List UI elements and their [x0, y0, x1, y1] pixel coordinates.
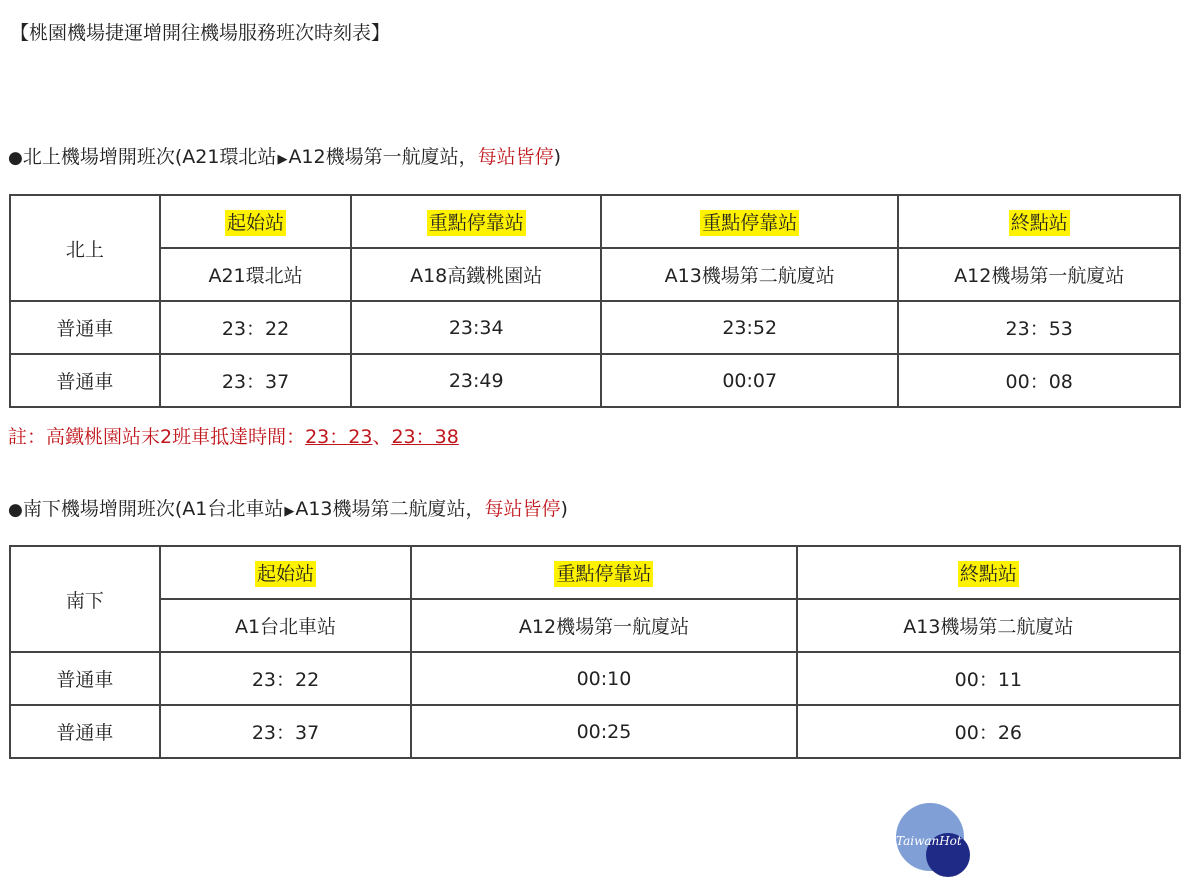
- col-header-label: 重點停靠站: [428, 212, 524, 234]
- col-header: [898, 195, 1180, 248]
- station-cell: A21環北站: [160, 248, 352, 301]
- time-cell: 23：22: [160, 652, 412, 705]
- north-timetable: [9, 194, 1181, 408]
- south-heading-prefix: 南下機場增開班次(A1台北車站: [22, 498, 284, 520]
- train-type-cell: 普通車: [10, 354, 160, 407]
- station-cell: A12機場第一航廈站: [411, 599, 796, 652]
- north-heading-prefix: 北上機場增開班次(A21環北站: [22, 146, 277, 168]
- note-separator: 、: [372, 426, 392, 448]
- col-header: [797, 546, 1180, 599]
- col-header: [160, 546, 412, 599]
- south-heading-suffix: A13機場第二航廈站，: [295, 498, 485, 520]
- time-cell: 00:25: [411, 705, 796, 758]
- page-title: 【桃園機場捷運增開往機場服務班次時刻表】: [10, 22, 391, 44]
- north-section-heading: [8, 142, 561, 169]
- col-header-label: 重點停靠站: [702, 212, 798, 234]
- table-row: [10, 354, 1180, 407]
- bullet-icon: ●: [8, 148, 23, 168]
- station-cell: A13機場第二航廈站: [601, 248, 898, 301]
- triangle-right-icon: ▶: [277, 152, 288, 167]
- note: [8, 422, 459, 449]
- col-header: [601, 195, 898, 248]
- time-cell: 23:52: [601, 301, 898, 354]
- table-row: [10, 301, 1180, 354]
- time-cell: 23：37: [160, 354, 352, 407]
- station-cell: A18高鐵桃園站: [351, 248, 601, 301]
- direction-cell: 南下: [10, 546, 160, 652]
- station-cell: A13機場第二航廈站: [797, 599, 1180, 652]
- south-section-heading: [8, 494, 568, 521]
- col-header: [411, 546, 796, 599]
- train-type-cell: 普通車: [10, 652, 160, 705]
- col-header-label: 終點站: [959, 563, 1017, 585]
- time-cell: 00:10: [411, 652, 796, 705]
- taiwanhot-logo-icon: [896, 803, 976, 875]
- time-cell: 23:34: [351, 301, 601, 354]
- train-type-cell: 普通車: [10, 301, 160, 354]
- col-header: [160, 195, 352, 248]
- north-heading-end: ): [553, 146, 562, 168]
- north-heading-suffix: A12機場第一航廈站，: [288, 146, 478, 168]
- station-cell: A12機場第一航廈站: [898, 248, 1180, 301]
- time-cell: 00：08: [898, 354, 1180, 407]
- time-cell: 23：22: [160, 301, 352, 354]
- watermark-text: TaiwanHot: [896, 834, 962, 848]
- time-cell: 23：37: [160, 705, 412, 758]
- time-cell: 23：53: [898, 301, 1180, 354]
- train-type-cell: 普通車: [10, 705, 160, 758]
- col-header-label: 起始站: [227, 212, 285, 234]
- time-cell: 00：26: [797, 705, 1180, 758]
- col-header-label: 起始站: [257, 563, 315, 585]
- south-heading-red: 每站皆停: [484, 498, 561, 520]
- time-cell: 00：11: [797, 652, 1180, 705]
- note-time-1: 23：23: [305, 426, 373, 448]
- bullet-icon: ●: [8, 500, 23, 520]
- south-timetable: [9, 545, 1181, 759]
- table-row: [10, 705, 1180, 758]
- table-header-row: [10, 546, 1180, 599]
- south-heading-end: ): [560, 498, 568, 520]
- north-heading-red: 每站皆停: [477, 146, 554, 168]
- direction-cell: 北上: [10, 195, 160, 301]
- col-header-label: 終點站: [1010, 212, 1068, 234]
- note-prefix: 註：高鐵桃園站末2班車抵達時間：: [8, 426, 306, 448]
- table-header-row: [10, 195, 1180, 248]
- time-cell: 23:49: [351, 354, 601, 407]
- station-cell: A1台北車站: [160, 599, 412, 652]
- station-row: [10, 248, 1180, 301]
- col-header: [351, 195, 601, 248]
- triangle-right-icon: ▶: [284, 504, 295, 519]
- col-header-label: 重點停靠站: [556, 563, 652, 585]
- note-time-2: 23：38: [391, 426, 459, 448]
- table-row: [10, 652, 1180, 705]
- station-row: [10, 599, 1180, 652]
- time-cell: 00:07: [601, 354, 898, 407]
